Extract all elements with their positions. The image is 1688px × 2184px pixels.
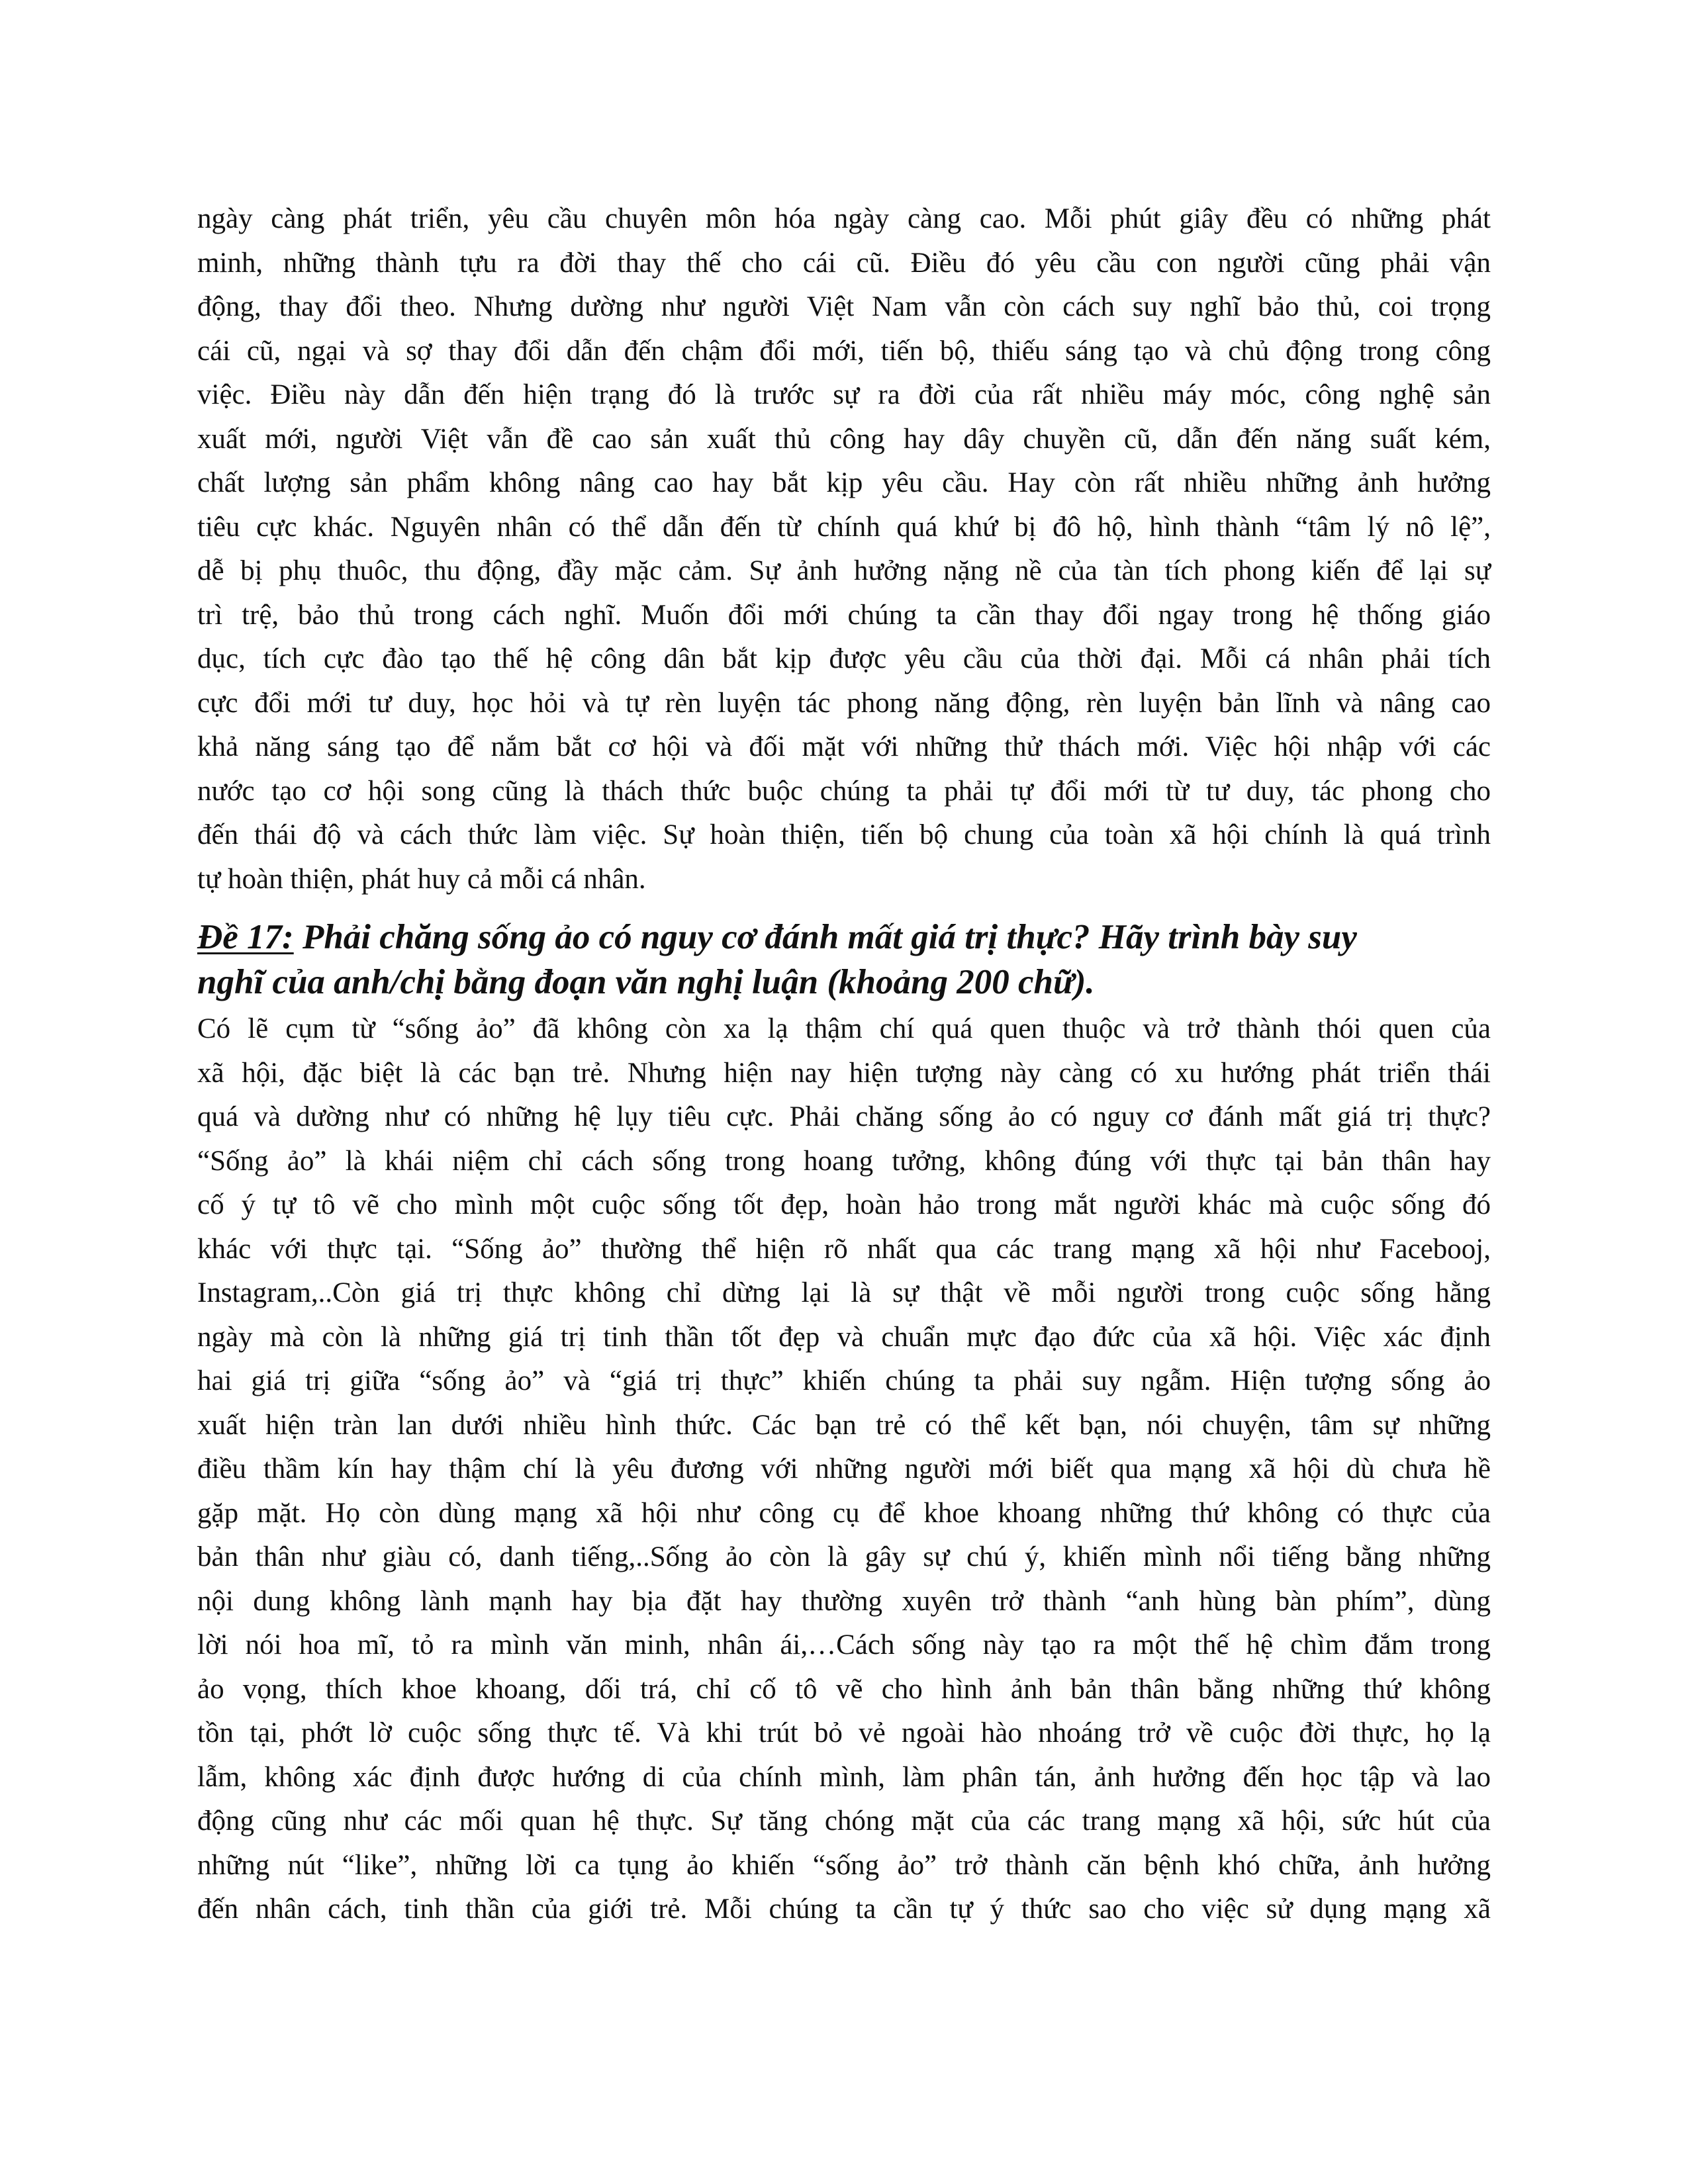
paragraph-line: Instagram,..Còn giá trị thực không chỉ dừng lại là sự thật về mỗi người trong cuộc sống hằng xyxy=(197,1277,1491,1308)
paragraph-line: đến thái độ và cách thức làm việc. Sự hoàn thiện, tiến bộ chung của toàn xã hội chính là quá trình xyxy=(197,819,1491,850)
paragraph-line: nước tạo cơ hội song cũng là thách thức buộc chúng ta phải tự đổi mới từ tư duy, tác phong cho xyxy=(197,775,1491,807)
paragraph-line: lẫm, không xác định được hướng di của chính mình, làm phân tán, ảnh hưởng đến học tập và lao xyxy=(197,1761,1491,1793)
paragraph-line: quá và dường như có những hệ lụy tiêu cực. Phải chăng sống ảo có nguy cơ đánh mất giá trị thực? xyxy=(197,1101,1491,1132)
paragraph-line: việc. Điều này dẫn đến hiện trạng đó là trước sự ra đời của rất nhiều máy móc, công nghệ sản xyxy=(197,379,1491,410)
paragraph-line: trì trệ, bảo thủ trong cách nghĩ. Muốn đổi mới chúng ta cần thay đổi ngay trong hệ thống giáo xyxy=(197,599,1491,631)
paragraph-line: cái cũ, ngại và sợ thay đổi dẫn đến chậm đổi mới, tiến bộ, thiếu sáng tạo và chủ động trong công xyxy=(197,335,1491,367)
heading-label: Đề 17: xyxy=(197,918,294,956)
paragraph-line: những nút “like”, những lời ca tụng ảo khiến “sống ảo” trở thành căn bệnh khó chữa, ảnh hưởng xyxy=(197,1849,1491,1881)
heading-text: Phải chăng sống ảo có nguy cơ đánh mất giá trị thực? Hãy trình bày suy xyxy=(293,918,1357,956)
paragraph-line: xã hội, đặc biệt là các bạn trẻ. Nhưng hiện nay hiện tượng này càng có xu hướng phát triển thái xyxy=(197,1057,1491,1089)
paragraph-line: ngày càng phát triển, yêu cầu chuyên môn hóa ngày càng cao. Mỗi phút giây đều có những phát xyxy=(197,203,1491,234)
paragraph-line: minh, những thành tựu ra đời thay thế cho cái cũ. Điều đó yêu cầu con người cũng phải vận xyxy=(197,247,1491,279)
paragraph-line: cực đổi mới tư duy, học hỏi và tự rèn luyện tác phong năng động, rèn luyện bản lĩnh và nâng cao xyxy=(197,687,1491,719)
paragraph-line: đến nhân cách, tinh thần của giới trẻ. Mỗi chúng ta cần tự ý thức sao cho việc sử dụng mạng xã xyxy=(197,1893,1491,1925)
section-heading xyxy=(197,915,1491,1005)
paragraph-line: tồn tại, phớt lờ cuộc sống thực tế. Và khi trút bỏ vẻ ngoài hào nhoáng trở về cuộc đời thực, họ lạ xyxy=(197,1717,1491,1749)
paragraph-line: xuất hiện tràn lan dưới nhiều hình thức. Các bạn trẻ có thể kết bạn, nói chuyện, tâm sự những xyxy=(197,1409,1491,1441)
paragraph-line: nội dung không lành mạnh hay bịa đặt hay thường xuyên trở thành “anh hùng bàn phím”, dùng xyxy=(197,1585,1491,1617)
paragraph-line: Có lẽ cụm từ “sống ảo” đã không còn xa lạ thậm chí quá quen thuộc và trở thành thói quen của xyxy=(197,1013,1491,1044)
paragraph-line: xuất mới, người Việt vẫn đề cao sản xuất thủ công hay dây chuyền cũ, dẫn đến năng suất kém, xyxy=(197,423,1491,455)
paragraph-line: bản thân như giàu có, danh tiếng,..Sống ảo còn là gây sự chú ý, khiến mình nổi tiếng bằng những xyxy=(197,1541,1491,1572)
paragraph-line: tiêu cực khác. Nguyên nhân có thể dẫn đến từ chính quá khứ bị đô hộ, hình thành “tâm lý nô lệ”, xyxy=(197,511,1491,543)
paragraph-line: lời nói hoa mĩ, tỏ ra mình văn minh, nhân ái,…Cách sống này tạo ra một thế hệ chìm đắm trong xyxy=(197,1629,1491,1661)
paragraph-line: ngày mà còn là những giá trị tinh thần tốt đẹp và chuẩn mực đạo đức của xã hội. Việc xác định xyxy=(197,1321,1491,1353)
paragraph-1 xyxy=(197,197,1491,901)
paragraph-line: khả năng sáng tạo để nắm bắt cơ hội và đối mặt với những thử thách mới. Việc hội nhập với các xyxy=(197,731,1491,762)
paragraph-line: tự hoàn thiện, phát huy cả mỗi cá nhân. xyxy=(197,863,646,895)
paragraph-line: động, thay đổi theo. Nhưng dường như người Việt Nam vẫn còn cách suy nghĩ bảo thủ, coi trọng xyxy=(197,291,1491,322)
paragraph-line: gặp mặt. Họ còn dùng mạng xã hội như công cụ để khoe khoang những thứ không có thực của xyxy=(197,1497,1491,1529)
paragraph-line: “Sống ảo” là khái niệm chỉ cách sống trong hoang tưởng, không đúng với thực tại bản thân hay xyxy=(197,1145,1491,1177)
heading-line-1 xyxy=(197,915,1491,960)
paragraph-line: cố ý tự tô vẽ cho mình một cuộc sống tốt đẹp, hoàn hảo trong mắt người khác mà cuộc sống đó xyxy=(197,1189,1491,1220)
paragraph-line: dục, tích cực đào tạo thế hệ công dân bắt kịp được yêu cầu của thời đại. Mỗi cá nhân phải tích xyxy=(197,643,1491,674)
heading-line-2: nghĩ của anh/chị bằng đoạn văn nghị luận (khoảng 200 chữ). xyxy=(197,963,1095,1001)
paragraph-2 xyxy=(197,1007,1491,1932)
paragraph-line: khác với thực tại. “Sống ảo” thường thể hiện rõ nhất qua các trang mạng xã hội như Facebooj, xyxy=(197,1233,1491,1265)
paragraph-line: dễ bị phụ thuôc, thu động, đầy mặc cảm. Sự ảnh hưởng nặng nề của tàn tích phong kiến để lại sự xyxy=(197,555,1491,586)
paragraph-line: hai giá trị giữa “sống ảo” và “giá trị thực” khiến chúng ta phải suy ngẫm. Hiện tượng sống ảo xyxy=(197,1365,1491,1396)
paragraph-line: chất lượng sản phẩm không nâng cao hay bắt kịp yêu cầu. Hay còn rất nhiều những ảnh hưởng xyxy=(197,467,1491,498)
paragraph-line: ảo vọng, thích khoe khoang, dối trá, chỉ cố tô vẽ cho hình ảnh bản thân bằng những thứ không xyxy=(197,1673,1491,1705)
paragraph-line: động cũng như các mối quan hệ thực. Sự tăng chóng mặt của các trang mạng xã hội, sức hút của xyxy=(197,1805,1491,1837)
paragraph-line: điều thầm kín hay thậm chí là yêu đương với những người mới biết qua mạng xã hội dù chưa hề xyxy=(197,1453,1491,1484)
